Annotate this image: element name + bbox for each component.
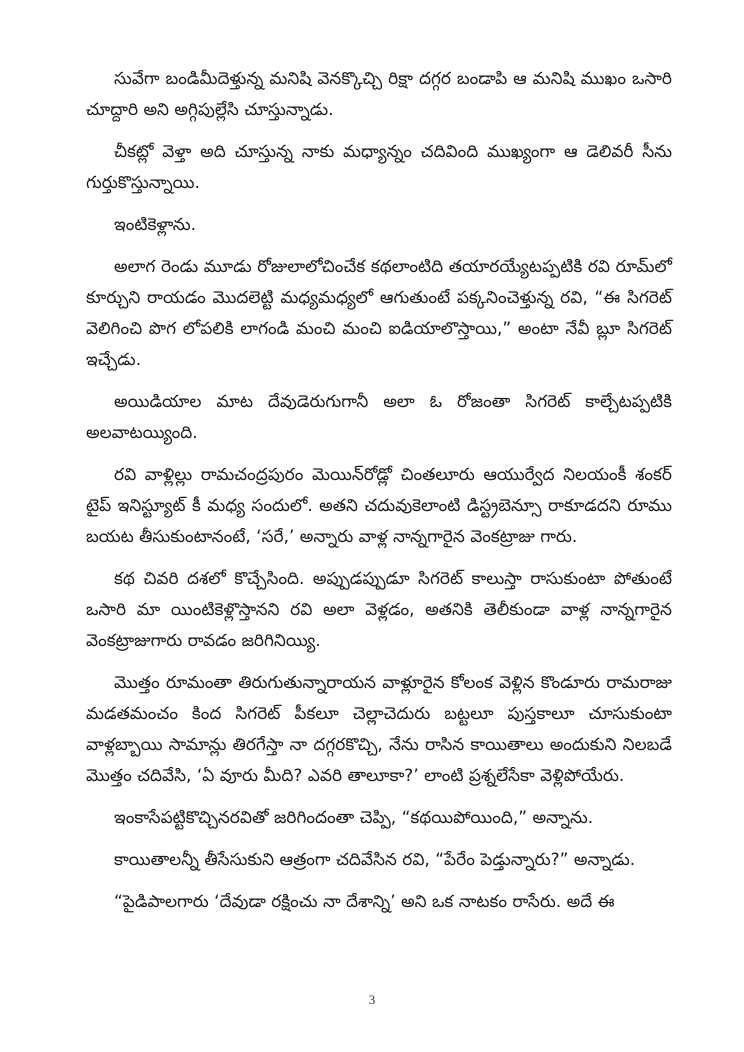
paragraph-2: చీకట్లో వెళ్తా అది చూస్తున్న నాకు మధ్యాన్నం చదివింది ముఖ్యంగా ఆ డెలివరీ సీను గుర్తుకొస్తున్నాయి.: [86, 142, 672, 193]
paragraph-5: అయిడియాల మాట దేవుడెరుగుగానీ అలా ఓ రోజంతా సిగరెట్ కాల్చేటప్పటికి అలవాటయ్యింది.: [86, 392, 672, 443]
paragraph-10: కాయితాలన్నీ తీసేసుకుని ఆత్రంగా చదివేసిన రవి, “పేరేం పెడ్తున్నారు?” అన్నాడు.: [114, 850, 636, 870]
paragraph-7: కథ చివరి దశలో కొచ్చేసింది. అప్పుడప్పుడూ సిగరెట్ కాలుస్తా రాసుకుంటా పోతుంటే ఒసారి మా యింటికెళ్లొస్తానని రవి అలా వెళ్లడం, అతనికి తెలీకుండా వాళ్ల నాన్నగారైన వెంకట్రాజుగారు రావడం జరిగినియ్యి.: [86, 569, 672, 651]
paragraph-6: రవి వాళ్లిల్లు రామచంద్రపురం మెయిన్‌రోడ్లో చింతలూరు ఆయుర్వేద నిలయంకీ శంకర్ టైప్ ఇనిస్ట్యూట్ కీ మధ్య సందులో. అతని చదువుకెలాంటి డిస్ట్రబెన్సూ రాకూడదని రూము బయట తీసుకుంటానంటే, ‘సరే,’ అన్నారు వాళ్ల నాన్నగారైన వెంకట్రాజు గారు.: [86, 465, 672, 547]
paragraph-8: మొత్తం రూమంతా తిరుగుతున్నారాయన వాళ్లూరైన కోలంక వెళ్లిన కొండూరు రామరాజు మడతమంచం కింద సిగరెట్ పీకలూ చెల్లాచెదురు బట్టలూ పుస్తకాలూ చూసుకుంటా వాళ్లబ్బాయి సామాన్లు తిరగేస్తా నా దగ్గరకొచ్చి, నేను రాసిన కాయితాలు అందుకుని నిలబడే మొత్తం చదివేసి, ‘ఏ వూరు మీది? ఎవరి తాలూకా?’ లాంటి ప్రశ్నలేసేకా వెళ్లిపోయేరు.: [86, 673, 672, 786]
paragraph-1: సువేగా బండిమీదెళ్తున్న మనిషి వెనక్కొచ్చి రిక్షా దగ్గర బండాపి ఆ మనిషి ముఖం ఒసారి చూద్దారి అని అగ్గిపుల్లేసి చూస్తున్నాడు.: [86, 69, 672, 120]
body-text: [86, 64, 672, 929]
paragraph-4: అలాగ రెండు మూడు రోజులాలోచించేక కథలాంటిది తయారయ్యేటప్పటికి రవి రూమ్‌లో కూర్చుని రాయడం మొదలెట్టి మధ్యమధ్యలో ఆగుతుంటే పక్కనించెళ్తున్న రవి, “ఈ సిగరెట్ వెలిగించి పొగ లోపలికి లాగండి మంచి మంచి ఐడియాలొస్తాయి,” అంటా నేవీ బ్లూ సిగరెట్ ఇచ్చేడు.: [86, 257, 672, 370]
paragraph-11: “పైడిపాలగారు ‘దేవుడా రక్షించు నా దేశాన్ని’ అని ఒక నాటకం రాసేరు. అదే ఈ: [114, 892, 615, 912]
paragraph-9: ఇంకాసేపట్టికొచ్చినరవితో జరిగిందంతా చెప్పి, “కథయిపోయింది,” అన్నాను.: [114, 808, 594, 828]
page-number: 3: [368, 992, 376, 1007]
paragraph-3: ఇంటికెళ్లాను.: [114, 215, 196, 235]
